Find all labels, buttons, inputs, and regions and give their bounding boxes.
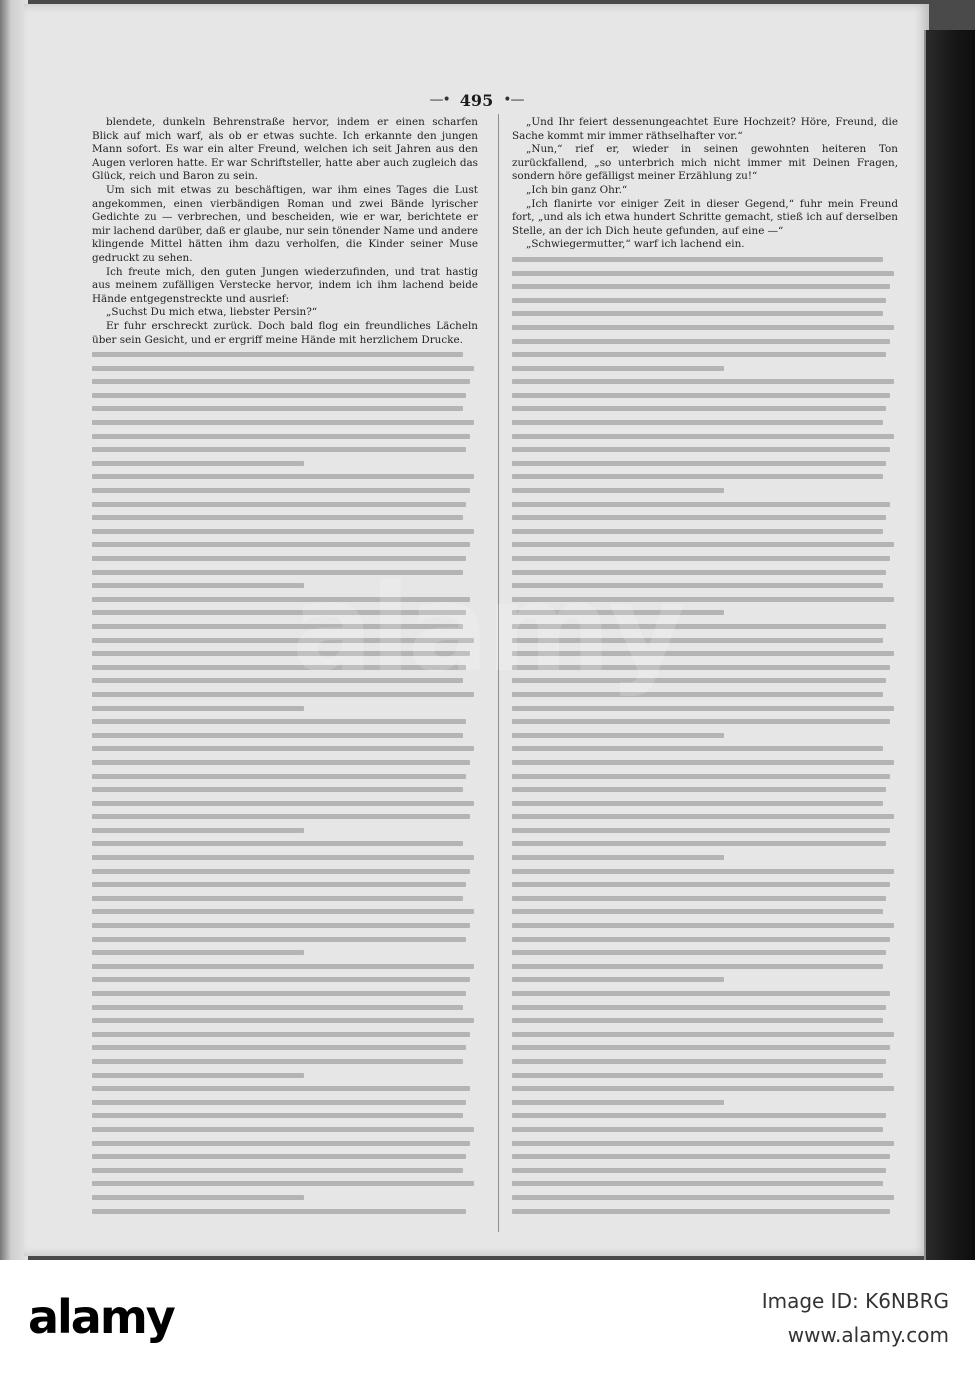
text-line-placeholder bbox=[512, 420, 883, 425]
stock-photo-footer bbox=[0, 1260, 975, 1390]
text-line-placeholder bbox=[512, 1073, 883, 1078]
text-line-placeholder bbox=[92, 542, 470, 547]
text-line-placeholder bbox=[512, 937, 890, 942]
text-line-placeholder bbox=[512, 896, 886, 901]
text-line-placeholder bbox=[512, 1154, 890, 1159]
text-line-placeholder bbox=[512, 801, 883, 806]
text-line-placeholder bbox=[92, 1181, 474, 1186]
text-line-placeholder bbox=[92, 651, 470, 656]
text-line-placeholder bbox=[512, 325, 894, 330]
text-line-placeholder bbox=[92, 1209, 466, 1214]
text-line-placeholder bbox=[92, 977, 470, 982]
text-line-placeholder bbox=[92, 610, 466, 615]
text-line-placeholder bbox=[92, 937, 466, 942]
text-line-placeholder bbox=[92, 529, 474, 534]
text-line-placeholder bbox=[92, 570, 463, 575]
text-line-placeholder bbox=[512, 542, 894, 547]
text-line-placeholder bbox=[92, 502, 466, 507]
footer-info bbox=[762, 1284, 949, 1352]
text-line-placeholder bbox=[512, 1059, 886, 1064]
text-line-placeholder bbox=[512, 665, 890, 670]
text-line-placeholder bbox=[92, 1018, 474, 1023]
text-line-placeholder bbox=[92, 896, 463, 901]
image-id: Image ID: K6NBRG bbox=[761, 1289, 949, 1313]
text-line-placeholder bbox=[512, 1113, 886, 1118]
ornament-right: •— bbox=[503, 92, 524, 108]
text-line-placeholder bbox=[92, 1032, 470, 1037]
text-line-placeholder bbox=[512, 733, 724, 738]
text-line-placeholder bbox=[512, 991, 890, 996]
text-line-placeholder bbox=[512, 692, 883, 697]
site-url: www.alamy.com bbox=[787, 1323, 949, 1347]
text-line-placeholder bbox=[92, 678, 463, 683]
text-line-placeholder bbox=[512, 434, 894, 439]
text-line-placeholder bbox=[512, 461, 886, 466]
text-line-placeholder bbox=[512, 352, 886, 357]
text-line-placeholder bbox=[92, 814, 470, 819]
text-line-placeholder bbox=[92, 665, 466, 670]
text-line-placeholder bbox=[512, 869, 894, 874]
text-line-placeholder bbox=[92, 855, 474, 860]
text-line-placeholder bbox=[512, 964, 883, 969]
text-line-placeholder bbox=[512, 1086, 894, 1091]
text-line-placeholder bbox=[92, 1100, 466, 1105]
text-line-placeholder bbox=[92, 556, 466, 561]
text-line-placeholder bbox=[92, 1113, 463, 1118]
text-line-placeholder bbox=[512, 284, 890, 289]
text-line-placeholder bbox=[512, 529, 883, 534]
text-line-placeholder bbox=[92, 719, 466, 724]
text-line-placeholder bbox=[512, 814, 894, 819]
text-line-placeholder bbox=[92, 760, 470, 765]
text-line-placeholder bbox=[92, 1005, 463, 1010]
text-line-placeholder bbox=[92, 964, 474, 969]
text-line-placeholder bbox=[512, 760, 894, 765]
text-line-placeholder bbox=[512, 923, 894, 928]
text-line-placeholder bbox=[92, 393, 466, 398]
text-line-placeholder bbox=[92, 638, 474, 643]
paragraph: blendete, dunkeln Behrenstraße hervor, indem er einen scharfen Blick auf mich warf, als ob er etwas suchte. Ich erkannte den jungen Mann sofort. Es war ein alter Freund, welchen ich seit Jahren aus den Augen verloren hatte. Er war Schriftsteller, hatte aber auch zugleich das Glück, reich und Baron zu sein. bbox=[92, 116, 478, 183]
text-line-placeholder bbox=[512, 379, 894, 384]
text-line-placeholder bbox=[512, 774, 890, 779]
text-line-placeholder bbox=[512, 556, 890, 561]
text-line-placeholder bbox=[92, 597, 470, 602]
text-line-placeholder bbox=[512, 855, 724, 860]
text-line-placeholder bbox=[512, 950, 886, 955]
text-line-placeholder bbox=[512, 393, 890, 398]
paragraph: „Nun,“ rief er, wieder in seinen gewohnten heiteren Ton zurückfallend, „so unterbrich mich nicht immer mit Deinen Fragen, sondern höre gefälligst meiner Erzählung zu!“ bbox=[512, 143, 898, 183]
text-line-placeholder bbox=[92, 923, 470, 928]
text-line-placeholder bbox=[92, 692, 474, 697]
text-line-placeholder bbox=[512, 447, 890, 452]
text-line-placeholder bbox=[92, 420, 474, 425]
text-line-placeholder bbox=[512, 257, 883, 262]
text-line-placeholder bbox=[512, 1032, 894, 1037]
text-line-placeholder bbox=[512, 406, 886, 411]
text-line-placeholder bbox=[92, 774, 466, 779]
text-line-placeholder bbox=[92, 950, 304, 955]
text-line-placeholder bbox=[92, 434, 470, 439]
text-line-placeholder bbox=[512, 746, 883, 751]
text-line-placeholder bbox=[92, 1168, 463, 1173]
text-line-placeholder bbox=[512, 488, 724, 493]
remaining-text-lines bbox=[92, 352, 478, 1213]
text-line-placeholder bbox=[512, 583, 883, 588]
text-line-placeholder bbox=[92, 841, 463, 846]
text-line-placeholder bbox=[92, 461, 304, 466]
text-line-placeholder bbox=[512, 719, 890, 724]
text-line-placeholder bbox=[512, 1209, 890, 1214]
text-line-placeholder bbox=[92, 1073, 304, 1078]
text-line-placeholder bbox=[92, 733, 463, 738]
text-line-placeholder bbox=[92, 447, 466, 452]
text-line-placeholder bbox=[512, 1141, 894, 1146]
text-line-placeholder bbox=[92, 379, 470, 384]
right-text-column bbox=[512, 116, 898, 1236]
text-line-placeholder bbox=[512, 339, 890, 344]
text-line-placeholder bbox=[512, 570, 886, 575]
text-line-placeholder bbox=[512, 624, 886, 629]
left-text-column bbox=[92, 116, 478, 1236]
ornament-left: —• bbox=[429, 92, 450, 108]
text-line-placeholder bbox=[92, 1059, 463, 1064]
remaining-text-lines bbox=[512, 257, 898, 1214]
text-line-placeholder bbox=[92, 1154, 466, 1159]
paragraph: „Schwiegermutter,“ warf ich lachend ein. bbox=[526, 238, 745, 251]
text-line-placeholder bbox=[92, 909, 474, 914]
paragraph: „Und Ihr feiert dessenungeachtet Eure Hochzeit? Höre, Freund, die Sache kommt mir immer räthselhafter vor.“ bbox=[512, 116, 898, 142]
text-line-placeholder bbox=[92, 706, 304, 711]
text-line-placeholder bbox=[512, 366, 724, 371]
text-line-placeholder bbox=[512, 1181, 883, 1186]
text-line-placeholder bbox=[512, 841, 886, 846]
alamy-logo: alamy bbox=[28, 1290, 174, 1344]
text-line-placeholder bbox=[92, 352, 463, 357]
text-line-placeholder bbox=[512, 610, 724, 615]
text-line-placeholder bbox=[92, 828, 304, 833]
text-line-placeholder bbox=[92, 624, 463, 629]
text-line-placeholder bbox=[92, 991, 466, 996]
text-line-placeholder bbox=[512, 1168, 886, 1173]
text-line-placeholder bbox=[92, 1141, 470, 1146]
text-line-placeholder bbox=[512, 597, 894, 602]
text-line-placeholder bbox=[92, 515, 463, 520]
text-line-placeholder bbox=[512, 1005, 886, 1010]
text-line-placeholder bbox=[92, 787, 463, 792]
text-line-placeholder bbox=[92, 801, 474, 806]
page-number: 495 bbox=[459, 90, 494, 110]
text-line-placeholder bbox=[512, 638, 883, 643]
text-line-placeholder bbox=[92, 488, 470, 493]
text-line-placeholder bbox=[512, 882, 890, 887]
text-line-placeholder bbox=[92, 474, 474, 479]
text-line-placeholder bbox=[92, 1195, 304, 1200]
text-line-placeholder bbox=[512, 1195, 894, 1200]
text-line-placeholder bbox=[512, 828, 890, 833]
text-line-placeholder bbox=[512, 1018, 883, 1023]
text-line-placeholder bbox=[512, 706, 894, 711]
text-line-placeholder bbox=[92, 746, 474, 751]
text-line-placeholder bbox=[512, 1100, 724, 1105]
paragraph: Um sich mit etwas zu beschäftigen, war ihm eines Tages die Lust angekommen, einen vierbändigen Roman und zwei Bände lyrischer Gedichte zu — verbrechen, und bescheiden, wie er war, berichtete er mir lachend darüber, daß er glaube, nur sein tönender Name und andere klingende Mittel hätten ihm dazu verholfen, die Kinder seiner Muse gedruckt zu sehen. bbox=[92, 183, 478, 264]
text-line-placeholder bbox=[512, 311, 883, 316]
text-line-placeholder bbox=[92, 1045, 466, 1050]
text-line-placeholder bbox=[92, 869, 470, 874]
text-line-placeholder bbox=[512, 1127, 883, 1132]
text-line-placeholder bbox=[512, 651, 894, 656]
text-line-placeholder bbox=[512, 909, 883, 914]
text-line-placeholder bbox=[512, 678, 886, 683]
text-line-placeholder bbox=[512, 474, 883, 479]
text-line-placeholder bbox=[92, 1086, 470, 1091]
text-line-placeholder bbox=[512, 298, 886, 303]
book-cover bbox=[926, 30, 975, 1260]
paragraph: Er fuhr erschreckt zurück. Doch bald flog ein freundliches Lächeln über sein Gesicht, und er ergriff meine Hände mit herzlichem Drucke. bbox=[92, 319, 478, 346]
text-line-placeholder bbox=[512, 787, 886, 792]
text-line-placeholder bbox=[512, 977, 724, 982]
column-divider bbox=[498, 114, 499, 1232]
text-line-placeholder bbox=[512, 1045, 890, 1050]
text-line-placeholder bbox=[512, 502, 890, 507]
text-line-placeholder bbox=[92, 406, 463, 411]
paragraph: „Ich bin ganz Ohr.“ bbox=[526, 183, 628, 196]
text-line-placeholder bbox=[92, 583, 304, 588]
paragraph: „Suchst Du mich etwa, liebster Persin?“ bbox=[106, 306, 318, 319]
text-line-placeholder bbox=[92, 366, 474, 371]
paragraph: Ich freute mich, den guten Jungen wiederzufinden, und trat hastig aus meinem zufälligen Verstecke hervor, indem ich ihm lachend beide Hände entgegenstreckte und ausrief: bbox=[92, 265, 478, 305]
text-line-placeholder bbox=[512, 271, 894, 276]
text-line-placeholder bbox=[92, 1127, 474, 1132]
paragraph: „Ich flanirte vor einiger Zeit in dieser Gegend,“ fuhr mein Freund fort, „und als ich etwa hundert Schritte gemacht, stieß ich auf derselben Stelle, an der ich Dich heute gefunden, auf eine —“ bbox=[512, 197, 898, 237]
text-line-placeholder bbox=[92, 882, 466, 887]
page-header bbox=[24, 88, 929, 112]
text-line-placeholder bbox=[512, 515, 886, 520]
